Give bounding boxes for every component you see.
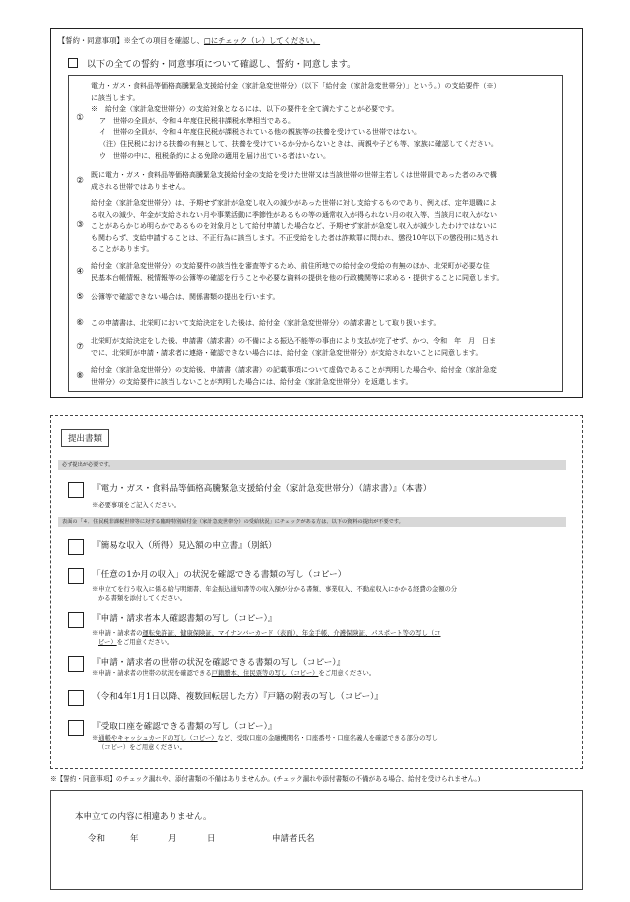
doc-note — [92, 670, 375, 679]
doc-title: 『申請・請求者本人確認書類の写し（コピー）』 — [92, 614, 277, 624]
warning-text: ※【誓約・同意事項】のチェック漏れや、添付書類の不備はありませんか。(チェック漏れや添付書類の不備がある場合、給付を受けられません。) — [50, 775, 481, 783]
item-number: ③ — [76, 220, 84, 230]
date-year-label: 年 — [130, 834, 139, 844]
doc-note-line: かる書類を添付してください。 — [98, 594, 187, 602]
conditional-bar: 表面の「４．住民税非課税世帯等に対する臨時特別給付金（家計急変世帯分）の受給状況」にチェックがある方は、以下の資料の提出が不要です。 — [58, 517, 566, 527]
doc-note-line — [92, 639, 440, 648]
doc-note-line: ※必要事項をご記入ください。 — [92, 502, 181, 509]
note-text-underlined: 運転免許証、健康保険証、マイナンバーカード（表面）、年金手帳、介護保険証、パスポート等の写し（コ — [142, 630, 441, 637]
item-text-line: でに、北栄町が申請・請求者に連絡・確認できない場合には、給付金（家計急変世帯分）が支給されないことに同意します。 — [91, 348, 483, 357]
doc-title: 「任意の1か月の収入」の状況を確認できる書類の写し（コピー） — [92, 570, 347, 580]
doc-checkbox[interactable] — [68, 539, 84, 555]
item-text-line: ことがあらかじめ明らかであるものを対象月として給付申請した場合など、予期せず家計が急変し収入が減少したわけではないに — [91, 222, 497, 231]
note-text: をご用意ください。 — [318, 670, 376, 677]
item-text-line: 世帯分）の支給要件に該当しないことが判明した場合には、給付金（家計急変世帯分）を返還します。 — [91, 377, 413, 386]
date-day-label: 日 — [207, 834, 216, 844]
item-number: ⑤ — [76, 292, 84, 302]
doc-note — [92, 630, 440, 647]
item-text-line: 給付金（家計急変世帯分）の支給要件の該当性を審査等するため、前住所地での給付金の受給の有無のほか、北栄町が必要な住 — [91, 262, 490, 270]
doc-note — [92, 735, 438, 752]
doc-checkbox[interactable] — [68, 720, 84, 736]
note-text: など、受取口座の金融機関名・口座番号・口座名義人を確認できる部分の写し — [217, 735, 438, 742]
doc-note — [92, 502, 180, 511]
doc-checkbox[interactable] — [68, 656, 84, 672]
doc-note-line — [92, 735, 438, 744]
agreement-heading-instruction: □にチェック（レ）してください。 — [203, 36, 321, 45]
doc-title: 『簡易な収入（所得）見込額の申立書』（別紙） — [92, 541, 277, 551]
item-text-line: 給付金（家計急変世帯分）は、予期せず家計が急変し収入の減少があった世帯に対し支給するものであり、例えば、定年退職によ — [91, 199, 497, 207]
item-text-line: 成される世帯ではありません。 — [91, 182, 190, 191]
agree-all-checkbox[interactable] — [68, 58, 78, 68]
agree-all-row — [68, 57, 356, 70]
doc-title: 『申請・請求者の世帯の状況を確認できる書類の写し（コピー）』 — [92, 658, 346, 668]
agreement-heading — [58, 36, 320, 46]
item-text-line: 電力・ガス・食料品等価格高騰緊急支援給付金（家計急変世帯分）（以下「給付金（家計急変世帯分）」という。）の支給要件（※） — [91, 82, 501, 90]
item-text-line: 既に電力・ガス・食料品等価格高騰緊急支援給付金の支給を受けた世帯又は当該世帯の世帯主若しくは世帯員であった者のみで構 — [91, 171, 497, 179]
item-text-line: 北栄町が支給決定をした後、申請書（請求書）の不備による振込不能等の事由により支払が完了せず、かつ、令和 年 月 日ま — [91, 337, 497, 345]
note-text: ※申請・請求者の — [92, 630, 143, 637]
item-number: ④ — [76, 267, 84, 277]
item-text-line: 公簿等で確認できない場合は、関係書類の提出を行います。 — [91, 293, 280, 301]
item-text-line: （注）住民税における扶養の有無として、扶養を受けているか分からないときは、両親や子ども等、家族に確認してください。 — [99, 139, 498, 148]
doc-note-line: （コピー）をご用意ください。 — [98, 743, 186, 751]
doc-note-line — [92, 630, 440, 639]
doc-note-line — [92, 670, 375, 679]
item-text-line: この申請書は、北栄町において支給決定をした後は、給付金（家計急変世帯分）の請求書として取り扱います。 — [91, 319, 441, 327]
note-text: ※申請・請求者の世帯の状況を確認できる — [92, 670, 212, 677]
doc-checkbox[interactable] — [68, 690, 84, 706]
doc-checkbox[interactable] — [68, 612, 84, 628]
doc-checkbox[interactable] — [68, 482, 84, 498]
documents-heading: 提出書類 — [61, 429, 109, 447]
item-number: ⑦ — [76, 342, 84, 352]
date-month-label: 月 — [168, 834, 177, 844]
doc-checkbox[interactable] — [68, 568, 84, 584]
note-text: をご用意ください。 — [116, 638, 174, 646]
item-text-line: 給付金（家計急変世帯分）の支給後、申請書（請求書）の記載事項について虚偽であることが判明した場合や、給付金（家計急変 — [91, 366, 497, 374]
item-number: ② — [76, 176, 84, 186]
item-text-line: 民基本台帳情報、税情報等の公簿等の確認を行うことや必要な資料の提供を他の行政機関等に求める・提供することに同意します。 — [91, 273, 504, 282]
item-text-line: ※ 給付金（家計急変世帯分）の支給対象となるには、以下の要件を全て満たすことが必要です。 — [91, 105, 399, 114]
note-text-underlined: 戸籍謄本、住民票等の写し（コピー） — [211, 670, 319, 677]
item-number: ① — [76, 113, 84, 123]
item-text-line: ウ 世帯の中に、租税条約による免除の適用を届け出ている者はいない。 — [99, 151, 330, 160]
item-text-line: る収入の減少、年金が支給されない月や事業活動に季節性があるもの等の通常収入が得られない月の収入等、当該月に収入がない — [91, 210, 497, 219]
agreement-items-list — [68, 75, 563, 392]
item-text-line: も関わらず、支給申請することは、不正行為に該当します。不正受給をした者は詐欺罪に問われ、懲役10年以下の懲役刑に処され — [91, 233, 499, 242]
item-text-line: ア 世帯の全員が、令和４年度住民税非課税水準相当である。 — [99, 116, 295, 125]
doc-note — [92, 586, 457, 603]
note-text-underlined: 通帳やキャッシュカードの写し（コピー） — [98, 735, 218, 742]
date-era-label: 令和 — [88, 834, 106, 844]
doc-title: （令和4年1月1日以降、複数回転居した方）『戸籍の附表の写し（コピー）』 — [92, 692, 384, 702]
item-text-line: イ 世帯の全員が、令和４年度住民税が課税されている他の親族等の扶養を受けている世帯ではない。 — [99, 128, 421, 137]
note-text: ※ — [92, 735, 99, 742]
agree-all-label: 以下の全ての誓約・同意事項について確認し、誓約・同意します。 — [87, 60, 357, 70]
declaration-statement: 本申立ての内容に相違ありません。 — [75, 812, 212, 822]
doc-note-line: ※申立てを行う収入に係る給与明細書、年金振込通知書等の収入額が分かる書類、事業収入、不動産収入にかかる経費の金額の分 — [92, 586, 458, 593]
note-text-underlined: ピー） — [98, 638, 117, 646]
doc-title: 『受取口座を確認できる書類の写し（コピー）』 — [92, 722, 277, 732]
applicant-name-label: 申請者氏名 — [272, 834, 315, 844]
item-text-line: ることがあります。 — [91, 245, 154, 254]
item-number: ⑧ — [76, 371, 84, 381]
required-bar: 必ず提出が必要です。 — [58, 460, 566, 470]
item-number: ⑥ — [76, 318, 84, 328]
agreement-heading-prefix: 【誓約・同意事項】※全ての項目を確認し、 — [58, 36, 204, 45]
item-text-line: に該当します。 — [91, 93, 140, 102]
doc-title: 『電力・ガス・食料品等価格高騰緊急支援給付金（家計急変世帯分）（請求書）』（本書） — [92, 484, 432, 494]
